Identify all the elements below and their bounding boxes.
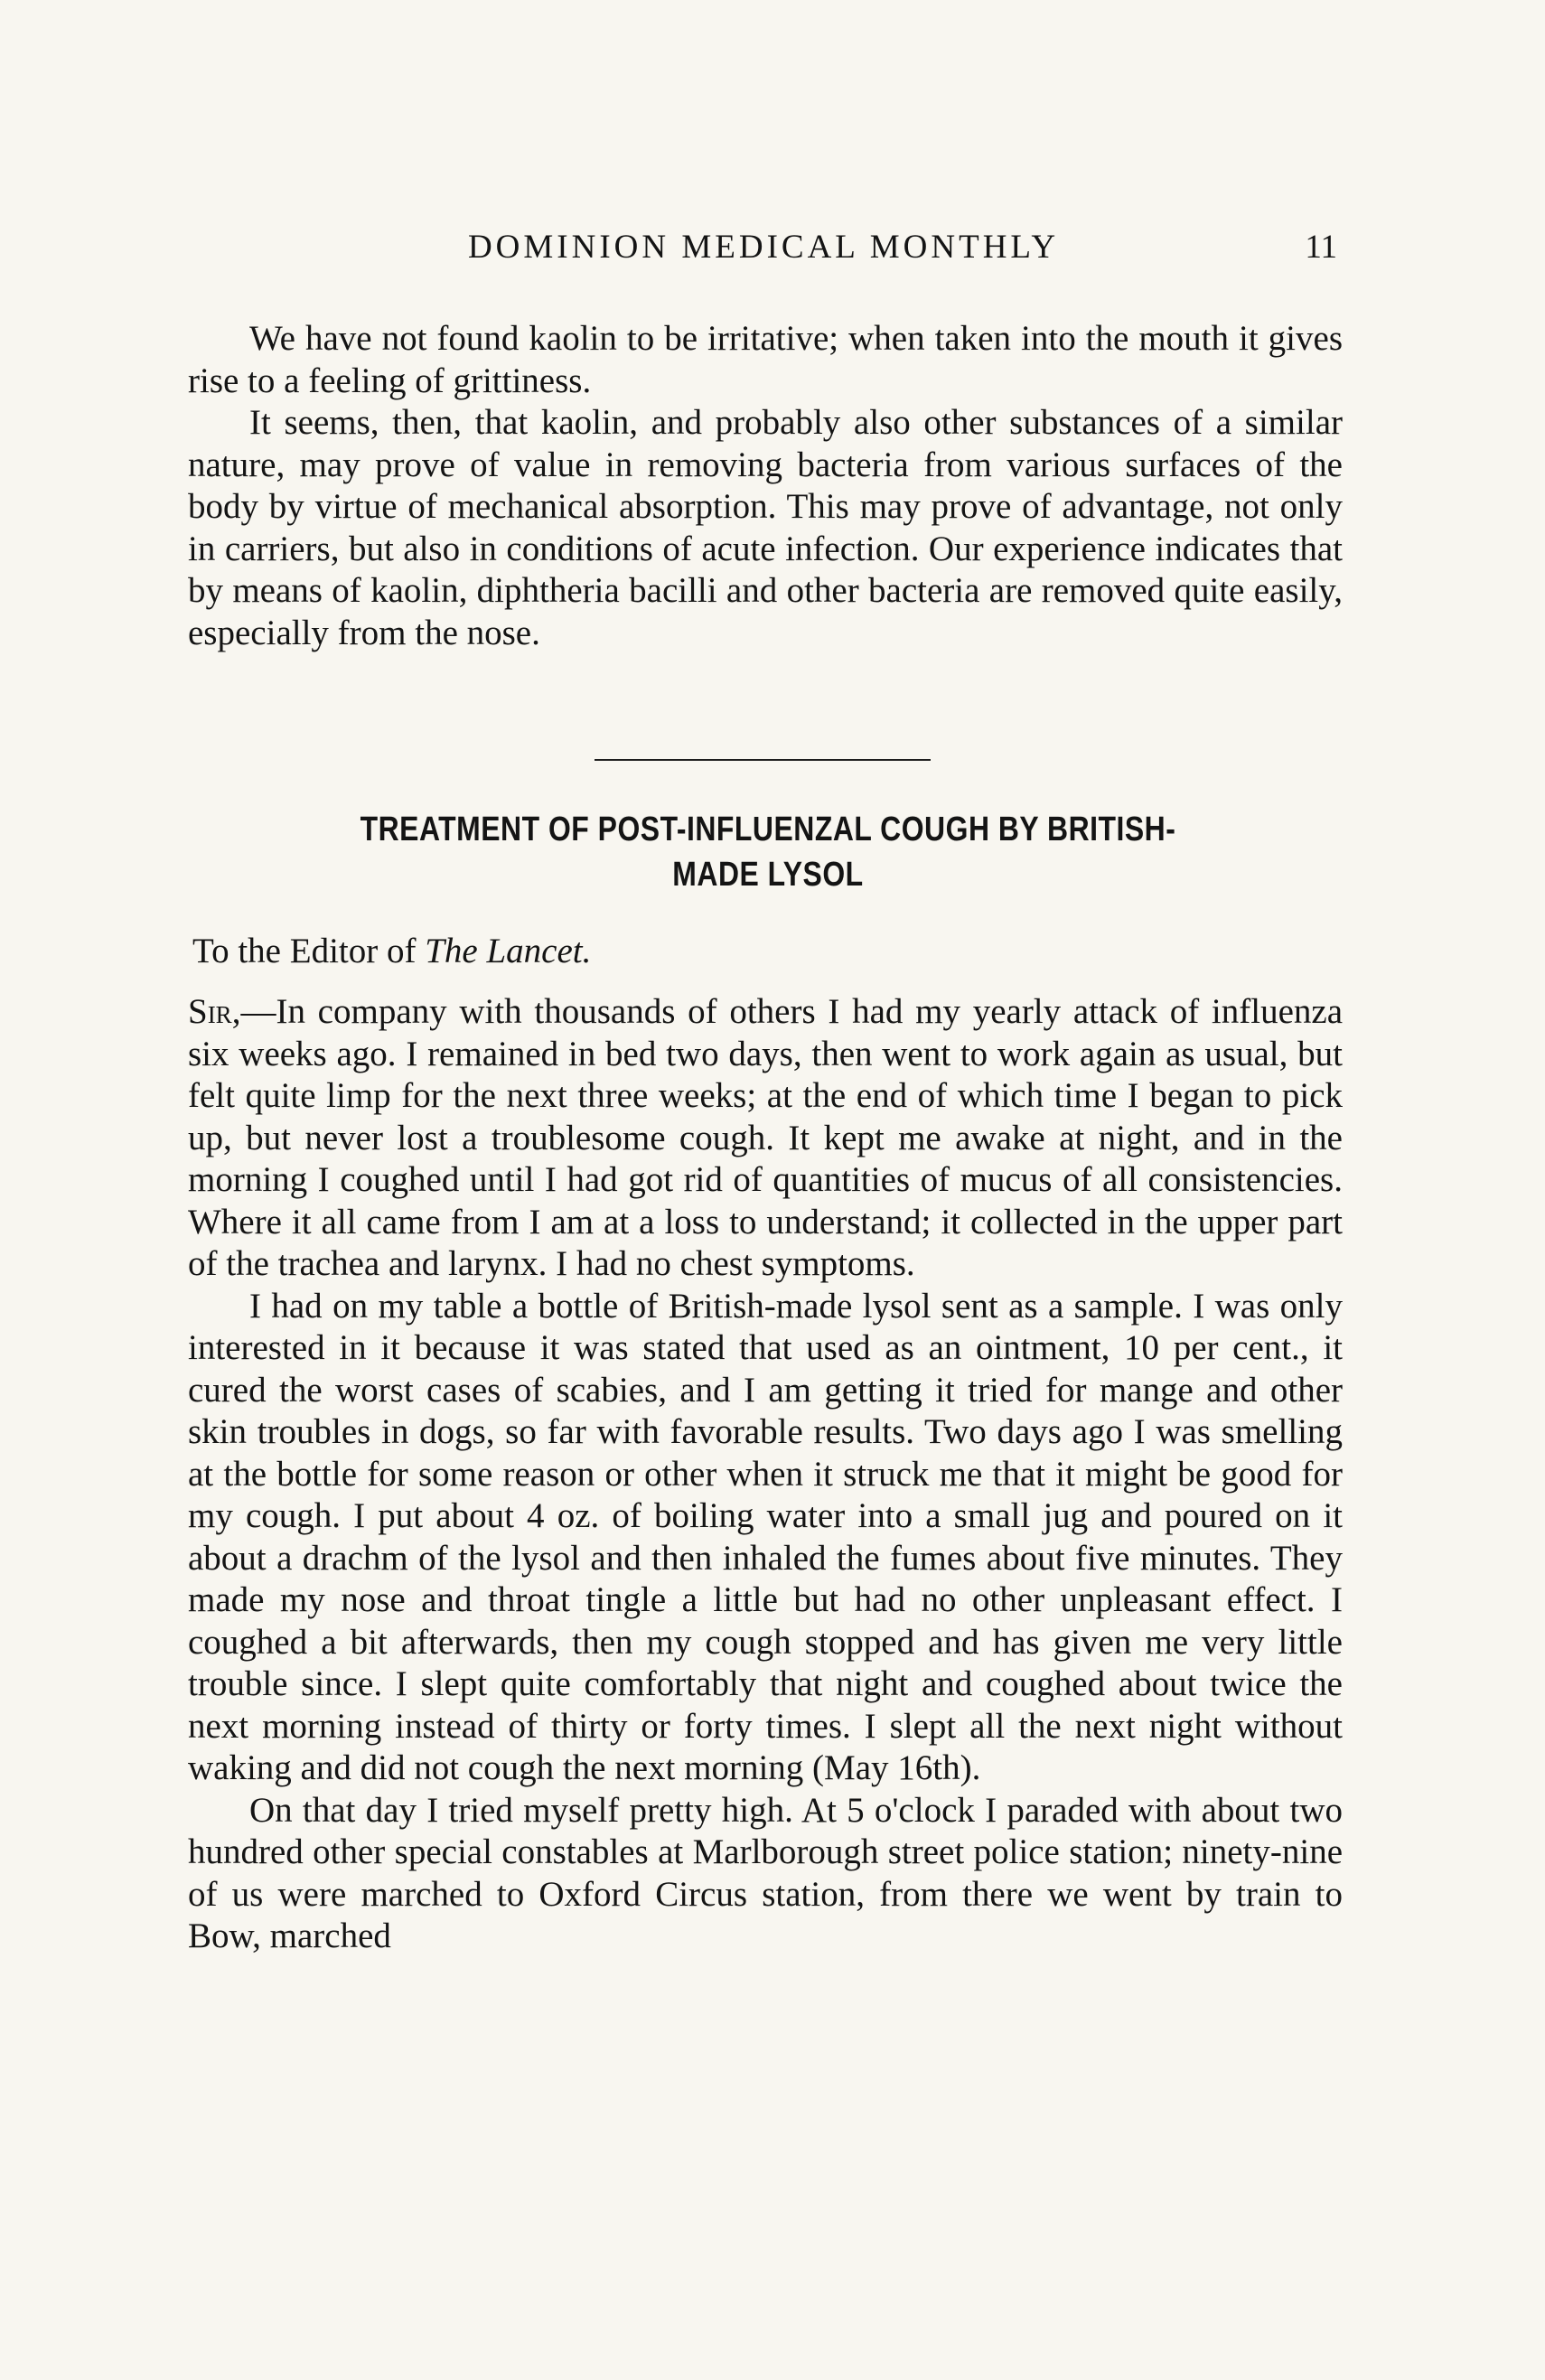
salutation-prefix: To the Editor of [192, 932, 426, 970]
intro-text [188, 318, 1343, 654]
letter-paragraph-text: —In company with thousands of others I had my yearly attack of influenza six weeks ago. I remained in bed two days, then went to work again as usual, but felt quite limp for the next three weeks; at the end of which time I began to pick up, but never lost a troublesome cough. It kept me awake at night, and in the morning I coughed until I had got rid of quantities of mucus of all consistencies. Where it all came from I am at a loss to understand; it collected in the upper part of the trachea and larynx. I had no chest symptoms. [188, 992, 1343, 1283]
intro-paragraph: It seems, then, that kaolin, and probably also other substances of a similar nature, may prove of value in removing bacteria from various surfaces of the body by virtue of mechanical absorption. This may prove of advantage, not only in carriers, but also in conditions of acute infection. Our experience indicates that by means of kaolin, diphtheria bacilli and other bacteria are removed quite easily, especially from the nose. [188, 403, 1343, 652]
article-title-line: MADE LYSOL [672, 856, 864, 894]
running-head [190, 228, 1337, 273]
journal-reference: The Lancet. [425, 932, 592, 970]
letter-paragraph [188, 991, 1343, 1286]
article-title [305, 807, 1231, 897]
section-divider [595, 759, 931, 761]
journal-name: DOMINION MEDICAL MONTHLY [467, 229, 1060, 266]
article-title-line: TREATMENT OF POST-INFLUENZAL COUGH BY BRITISH- [360, 811, 1176, 848]
intro-paragraph: We have not found kaolin to be irritative; when taken into the mouth it gives rise to a feeling of grittiness. [188, 319, 1343, 400]
letter-body [188, 991, 1343, 1958]
page-number: 11 [1305, 229, 1337, 266]
letter-paragraph: I had on my table a bottle of British-made lysol sent as a sample. I was only interested in it because it was stated that used as an ointment, 10 per cent., it cured the worst cases of scabies, and I am getting it tried for mange and other skin troubles in dogs, so far with favorable results. Two days ago I was smelling at the bottle for some reason or other when it struck me that it might be good for my cough. I put about 4 oz. of boiling water into a small jug and poured on it about a drachm of the lysol and then inhaled the fumes about five minutes. They made my nose and throat tingle a little but had no other unpleasant effect. I coughed a bit afterwards, then my cough stopped and has given me very little trouble since. I slept quite comfortably that night and coughed about twice the next morning instead of thirty or forty times. I slept all the next night without waking and did not cough the next morning (May 16th). [188, 1286, 1343, 1787]
letter-opening: Sir, [188, 992, 241, 1031]
salutation [192, 931, 591, 971]
letter-paragraph: On that day I tried myself pretty high. At 5 o'clock I paraded with about two hundred other special constables at Marlborough street police station; ninety-nine of us were marched to Oxford Circus station, from there we went by train to Bow, marched [188, 1790, 1343, 1955]
